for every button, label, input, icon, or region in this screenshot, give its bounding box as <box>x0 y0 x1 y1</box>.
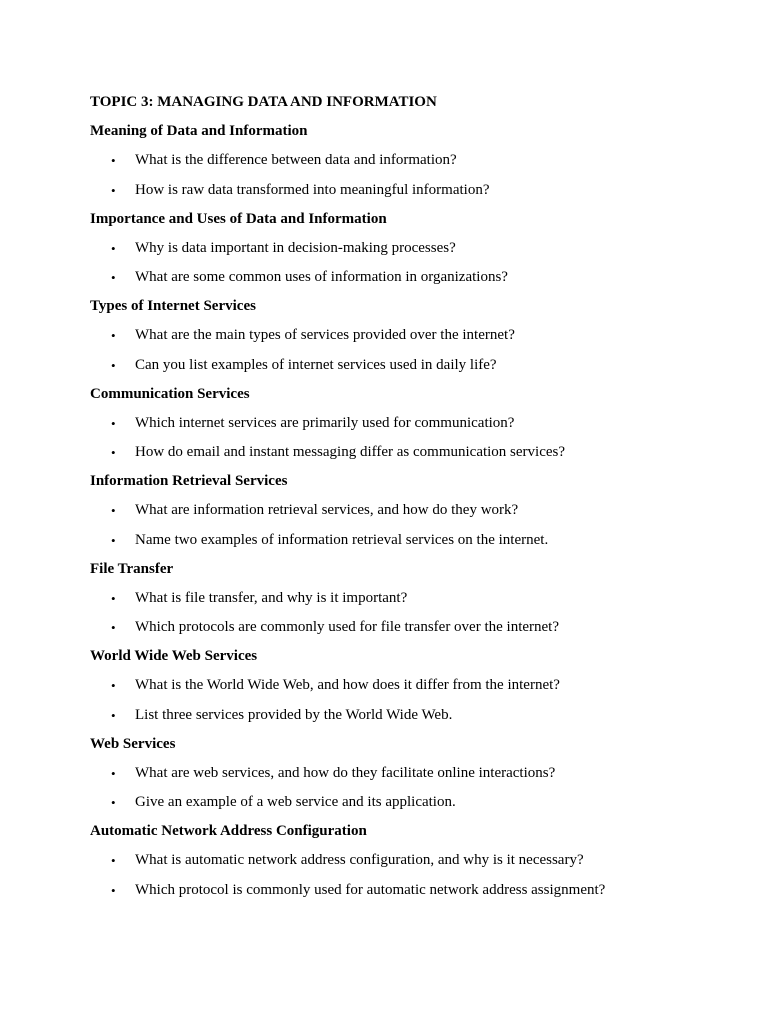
question-text: What is the difference between data and information? <box>135 152 457 168</box>
section-address-configuration <box>90 822 730 900</box>
document-page <box>90 93 730 910</box>
bullet-icon: • <box>111 765 116 781</box>
section-world-wide-web <box>90 647 730 725</box>
question-item <box>90 239 730 258</box>
question-item <box>90 676 730 695</box>
question-text: What are some common uses of information in organizations? <box>135 269 508 285</box>
bullet-icon: • <box>111 182 116 198</box>
question-text: How is raw data transformed into meaningful information? <box>135 181 490 198</box>
question-text: What is automatic network address configuration, and why is it necessary? <box>135 852 584 868</box>
section-importance <box>90 210 730 288</box>
question-list <box>90 764 730 813</box>
section-heading: Importance and Uses of Data and Information <box>90 210 387 227</box>
bullet-icon: • <box>111 328 116 343</box>
section-information-retrieval <box>90 472 730 550</box>
question-item <box>90 326 730 345</box>
question-list <box>90 851 730 900</box>
bullet-icon: • <box>111 270 116 285</box>
question-text: What is file transfer, and why is it important? <box>135 589 408 606</box>
bullet-icon: • <box>111 357 116 373</box>
bullet-icon: • <box>111 678 116 693</box>
question-item <box>90 793 730 812</box>
section-heading: Information Retrieval Services <box>90 473 288 489</box>
question-text: Name two examples of information retrieval services on the internet. <box>135 531 549 548</box>
question-text: List three services provided by the World Wide Web. <box>135 706 453 723</box>
question-list <box>90 414 730 463</box>
question-item <box>90 151 730 170</box>
question-text: Which internet services are primarily used for communication? <box>135 414 515 431</box>
section-heading: Web Services <box>90 735 176 752</box>
bullet-icon: • <box>111 240 116 256</box>
question-text: Which protocol is commonly used for automatic network address assignment? <box>135 881 606 898</box>
section-meaning <box>90 122 730 200</box>
question-list <box>90 151 730 200</box>
question-item <box>90 531 730 550</box>
bullet-icon: • <box>111 415 116 431</box>
question-list <box>90 326 730 375</box>
bullet-icon: • <box>111 532 116 548</box>
question-text: What are information retrieval services, and how do they work? <box>135 502 519 518</box>
question-item <box>90 356 730 375</box>
section-file-transfer <box>90 560 730 638</box>
question-item <box>90 181 730 200</box>
bullet-icon: • <box>111 503 116 518</box>
question-item <box>90 443 730 462</box>
question-item <box>90 268 730 287</box>
question-item <box>90 618 730 637</box>
bullet-icon: • <box>111 853 116 868</box>
question-text: Can you list examples of internet services used in daily life? <box>135 356 497 373</box>
question-list <box>90 676 730 725</box>
bullet-icon: • <box>111 620 116 635</box>
bullet-icon: • <box>111 153 116 168</box>
question-text: What are the main types of services provided over the internet? <box>135 327 515 343</box>
section-internet-services <box>90 297 730 375</box>
section-heading: Types of Internet Services <box>90 298 256 314</box>
question-text: Why is data important in decision-making processes? <box>135 239 456 256</box>
question-list <box>90 589 730 638</box>
question-item <box>90 881 730 900</box>
bullet-icon: • <box>111 795 116 810</box>
bullet-icon: • <box>111 445 116 460</box>
question-list <box>90 239 730 288</box>
question-item <box>90 764 730 783</box>
question-list <box>90 501 730 550</box>
question-text: What is the World Wide Web, and how does it differ from the internet? <box>135 677 560 693</box>
section-heading: Communication Services <box>90 385 250 402</box>
section-heading: File Transfer <box>90 560 174 577</box>
bullet-icon: • <box>111 882 116 898</box>
question-item <box>90 851 730 870</box>
section-communication <box>90 385 730 463</box>
document-title: TOPIC 3: MANAGING DATA AND INFORMATION <box>90 94 437 110</box>
question-text: Give an example of a web service and its application. <box>135 794 456 810</box>
section-heading: Meaning of Data and Information <box>90 123 308 139</box>
question-item <box>90 414 730 433</box>
question-text: Which protocols are commonly used for file transfer over the internet? <box>135 619 560 635</box>
section-web-services <box>90 735 730 813</box>
question-item <box>90 706 730 725</box>
question-text: How do email and instant messaging differ as communication services? <box>135 444 566 460</box>
question-text: What are web services, and how do they facilitate online interactions? <box>135 764 556 781</box>
bullet-icon: • <box>111 707 116 723</box>
section-heading: Automatic Network Address Configuration <box>90 823 367 839</box>
question-item <box>90 589 730 608</box>
question-item <box>90 501 730 520</box>
bullet-icon: • <box>111 590 116 606</box>
section-heading: World Wide Web Services <box>90 648 258 664</box>
